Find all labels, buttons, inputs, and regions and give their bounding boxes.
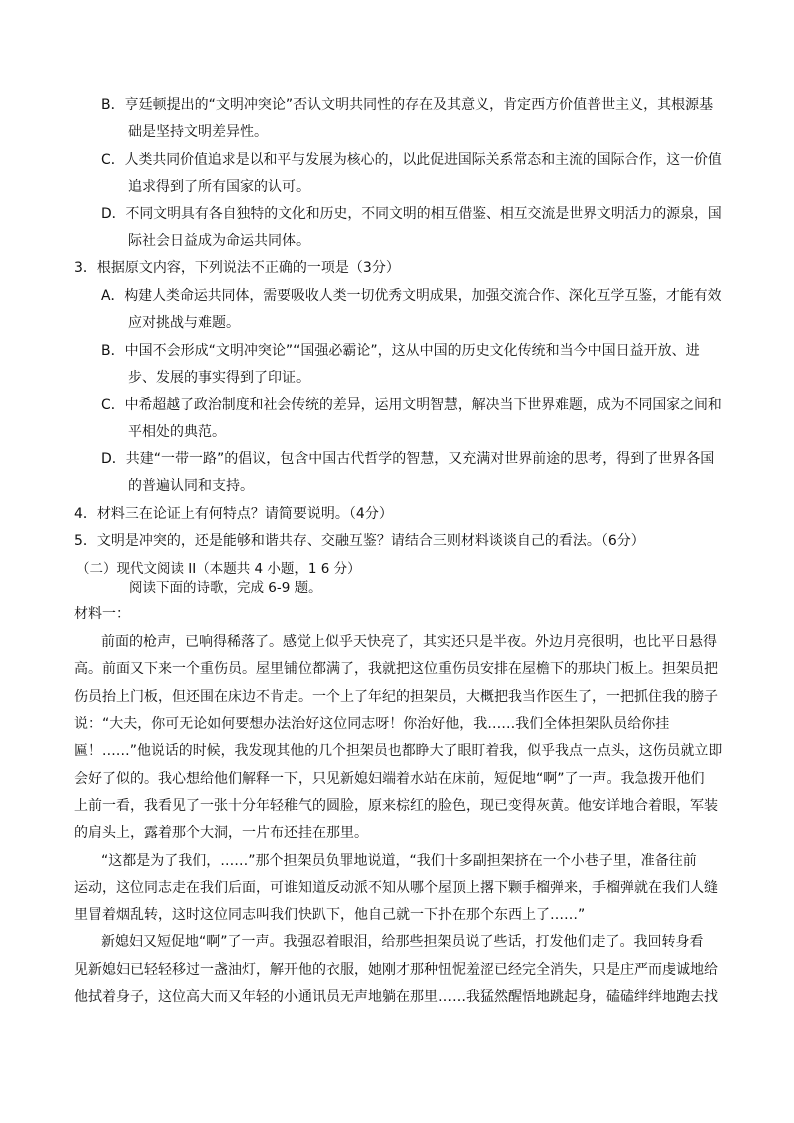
- passage-line: 他拭着身子，这位高大而又年轻的小通讯员无声地躺在那里……我猛然醒悟地跳起身，磕磕绊绊地跑去找: [74, 989, 718, 1005]
- q2-option-c: C．人类共同价值追求是以和平与发展为核心的，以此促进国际关系常态和主流的国际合作，这一价值: [101, 152, 722, 168]
- q2-option-d: D．不同文明具有各自独特的文化和历史，不同文明的相互借鉴、相互交流是世界文明活力的源泉，国: [101, 206, 722, 222]
- passage-line: 会好了似的。我心想给他们解释一下，只见新媳妇端着水站在床前，短促地“啊”了一声。我急拨开他们: [74, 771, 705, 787]
- q3-option-a: A．构建人类命运共同体，需要吸收人类一切优秀文明成果，加强交流合作、深化互学互鉴，才能有效: [101, 288, 722, 304]
- section-heading: （二）现代文阅读 II（本题共 4 小题，1 6 分）: [76, 561, 361, 577]
- q4-stem: 4．材料三在论证上有何特点？请简要说明。（4分）: [74, 506, 393, 522]
- passage-line: 运动，这位同志走在我们后面，可谁知道反动派不知从哪个屋顶上撂下颗手榴弹来，手榴弹就在我们人缝: [74, 880, 718, 896]
- material-label: 材料一：: [74, 606, 130, 622]
- q2-option-c-cont: 追求得到了所有国家的认可。: [128, 179, 310, 195]
- q2-option-b-cont: 础是坚持文明差异性。: [128, 124, 268, 140]
- passage-line: 伤员抬上门板，但还围在床边不肯走。一个上了年纪的担架员，大概把我当作医生了，一把抓住我的膀子: [74, 689, 718, 705]
- q2-option-d-cont: 际社会日益成为命运共同体。: [128, 233, 310, 249]
- passage-line: 见新媳妇已轻轻移过一盏油灯，解开他的衣服，她刚才那种忸怩羞涩已经完全消失，只是庄严而虔诚地给: [74, 962, 718, 978]
- passage-line: “这都是为了我们，……”那个担架员负罪地说道，“我们十多副担架挤在一个小巷子里，准备往前: [101, 853, 697, 869]
- passage-line: 新媳妇又短促地“啊”了一声。我强忍着眼泪，给那些担架员说了些话，打发他们走了。我回转身看: [101, 934, 704, 950]
- passage-line: 匾！……”他说话的时候，我发现其他的几个担架员也都睁大了眼盯着我，似乎我点一点头，这伤员就立即: [74, 743, 723, 759]
- passage-line: 说：“大夫，你可无论如何要想办法治好这位同志呀！你治好他，我……我们全体担架队员给你挂: [74, 716, 670, 732]
- passage-line: 的肩头上，露着那个大洞，一片布还挂在那里。: [74, 825, 368, 841]
- q5-stem: 5．文明是冲突的，还是能够和谐共存、交融互鉴？请结合三则材料谈谈自己的看法。（6分）: [74, 533, 645, 549]
- passage-line: 上前一看，我看见了一张十分年轻稚气的圆脸，原来棕红的脸色，现已变得灰黄。他安详地合着眼，军装: [74, 798, 718, 814]
- q2-option-b: B．亨廷顿提出的“文明冲突论”否认文明共同性的存在及其意义，肯定西方价值普世主义，其根源基: [101, 97, 714, 113]
- passage-line: 高。前面又下来一个重伤员。屋里铺位都满了，我就把这位重伤员安排在屋檐下的那块门板上。担架员把: [74, 661, 718, 677]
- q3-option-c-cont: 平相处的典范。: [128, 424, 226, 440]
- q3-stem: 3．根据原文内容，下列说法不正确的一项是（3分）: [74, 260, 400, 276]
- q3-option-c: C．中希超越了政治制度和社会传统的差异，运用文明智慧，解决当下世界难题，成为不同国家之间和: [101, 397, 722, 413]
- q3-option-d: D．共建“一带一路”的倡议，包含中国古代哲学的智慧，又充满对世界前途的思考，得到了世界各国: [101, 451, 715, 467]
- q3-option-d-cont: 的普遍认同和支持。: [128, 478, 254, 494]
- q3-option-b: B．中国不会形成“文明冲突论”“国强必霸论”，这从中国的历史文化传统和当今中国日益开放、进: [101, 343, 700, 359]
- section-instruction: 阅读下面的诗歌，完成 6-9 题。: [129, 580, 322, 596]
- q3-option-a-cont: 应对挑战与难题。: [128, 315, 240, 331]
- passage-line: 前面的枪声，已响得稀落了。感觉上似乎天快亮了，其实还只是半夜。外边月亮很明，也比平日悬得: [101, 634, 717, 650]
- q3-option-b-cont: 步、发展的事实得到了印证。: [128, 370, 310, 386]
- passage-line: 里冒着烟乱转，这时这位同志叫我们快趴下，他自己就一下扑在那个东西上了……”: [74, 907, 586, 923]
